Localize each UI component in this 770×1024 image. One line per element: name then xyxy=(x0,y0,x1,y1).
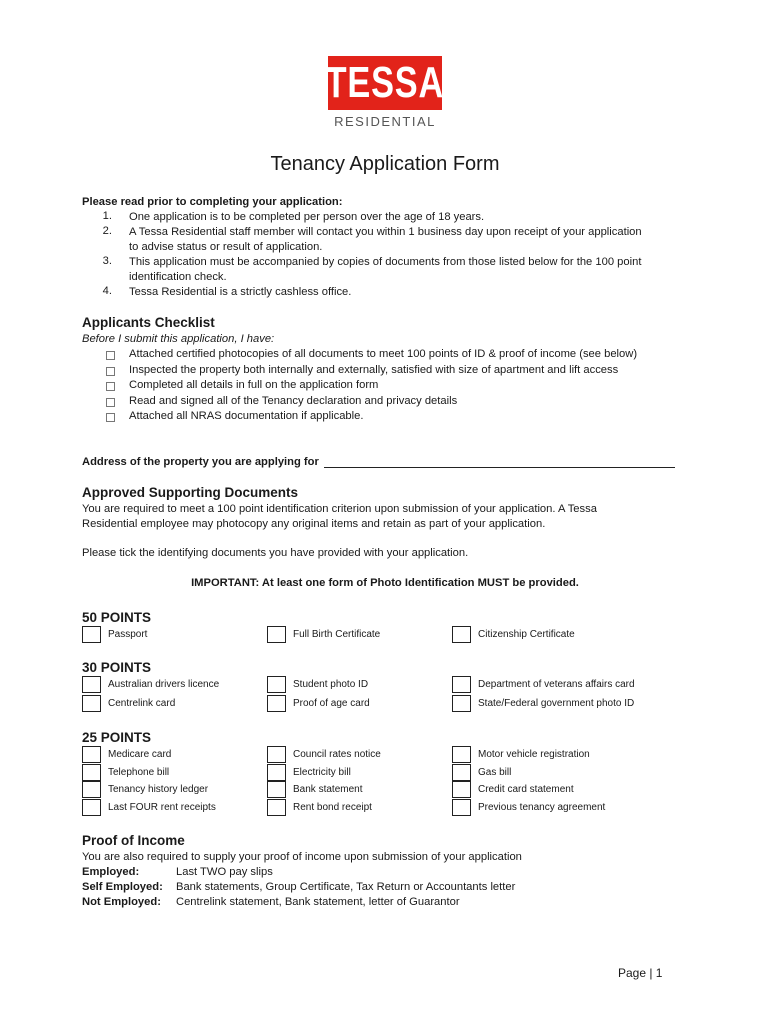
prior-item-3b: identification check. xyxy=(129,271,227,283)
prior-num-3: 3. xyxy=(102,255,112,267)
checklist-item-2: Inspected the property both internally and externally, satisfied with size of apartment and lift access xyxy=(129,364,619,376)
checklist-item-5: Attached all NRAS documentation if applicable. xyxy=(129,410,364,422)
income-label-not-employed: Not Employed: xyxy=(82,896,161,908)
checkbox-tenancy-agreement[interactable] xyxy=(452,799,471,816)
checkbox-gas-bill[interactable] xyxy=(452,764,471,781)
checkbox-rent-receipts[interactable] xyxy=(82,799,101,816)
supporting-para2: Please tick the identifying documents you have provided with your application. xyxy=(82,547,469,559)
label-tenancy-agreement: Previous tenancy agreement xyxy=(478,802,606,813)
address-label: Address of the property you are applying for xyxy=(82,456,319,468)
prior-item-3a: This application must be accompanied by copies of documents from those listed below for the 100 point xyxy=(129,256,642,268)
checkbox-electricity-bill[interactable] xyxy=(267,764,286,781)
checklist-box-5[interactable] xyxy=(106,413,115,422)
prior-item-4: Tessa Residential is a strictly cashless office. xyxy=(129,286,352,298)
checklist-item-1: Attached certified photocopies of all documents to meet 100 points of ID & proof of income (see below) xyxy=(129,348,638,360)
checkbox-telephone-bill[interactable] xyxy=(82,764,101,781)
label-electricity-bill: Electricity bill xyxy=(293,767,351,778)
supporting-para1b: Residential employee may photocopy any original items and retain as part of your application. xyxy=(82,518,546,530)
label-student-photo-id: Student photo ID xyxy=(293,679,369,690)
address-input[interactable] xyxy=(324,467,675,468)
checklist-box-3[interactable] xyxy=(106,382,115,391)
logo xyxy=(325,56,445,110)
checkbox-credit-card-statement[interactable] xyxy=(452,781,471,798)
prior-num-1: 1. xyxy=(102,210,112,222)
label-telephone-bill: Telephone bill xyxy=(108,767,170,778)
label-bank-statement: Bank statement xyxy=(293,784,363,795)
label-rent-bond-receipt: Rent bond receipt xyxy=(293,802,372,813)
label-birth-certificate: Full Birth Certificate xyxy=(293,629,381,640)
label-tenancy-ledger: Tenancy history ledger xyxy=(108,784,209,795)
checklist-heading: Applicants Checklist xyxy=(82,315,215,330)
label-citizenship-certificate: Citizenship Certificate xyxy=(478,629,575,640)
points50-heading: 50 POINTS xyxy=(82,610,152,625)
label-medicare: Medicare card xyxy=(108,749,172,760)
label-credit-card-statement: Credit card statement xyxy=(478,784,574,795)
checklist-item-3: Completed all details in full on the application form xyxy=(129,379,379,391)
supporting-heading: Approved Supporting Documents xyxy=(82,485,298,500)
checkbox-rent-bond-receipt[interactable] xyxy=(267,799,286,816)
income-intro: You are also required to supply your proof of income upon submission of your application xyxy=(82,851,522,863)
important-note: IMPORTANT: At least one form of Photo Identification MUST be provided. xyxy=(191,577,579,589)
label-centrelink-card: Centrelink card xyxy=(108,698,176,709)
checklist-box-1[interactable] xyxy=(106,351,115,360)
checkbox-council-rates[interactable] xyxy=(267,746,286,763)
logo-brand: TESSA xyxy=(325,58,445,107)
label-council-rates: Council rates notice xyxy=(293,749,381,760)
checkbox-drivers-licence[interactable] xyxy=(82,676,101,693)
income-value-not-employed: Centrelink statement, Bank statement, letter of Guarantor xyxy=(176,896,460,908)
label-vehicle-registration: Motor vehicle registration xyxy=(478,749,590,760)
checkbox-passport[interactable] xyxy=(82,626,101,643)
checklist-box-2[interactable] xyxy=(106,367,115,376)
label-veterans-card: Department of veterans affairs card xyxy=(478,679,635,690)
prior-num-4: 4. xyxy=(102,285,112,297)
checkbox-student-photo-id[interactable] xyxy=(267,676,286,693)
income-label-employed: Employed: xyxy=(82,866,140,878)
income-value-employed: Last TWO pay slips xyxy=(176,866,273,878)
logo-subtitle: RESIDENTIAL xyxy=(334,114,436,129)
checklist-box-4[interactable] xyxy=(106,398,115,407)
checkbox-medicare[interactable] xyxy=(82,746,101,763)
label-rent-receipts: Last FOUR rent receipts xyxy=(108,802,216,813)
income-heading: Proof of Income xyxy=(82,833,185,848)
checkbox-tenancy-ledger[interactable] xyxy=(82,781,101,798)
prior-item-2b: to advise status or result of application. xyxy=(129,241,323,253)
page-number: Page | 1 xyxy=(618,966,663,980)
checkbox-citizenship-certificate[interactable] xyxy=(452,626,471,643)
label-drivers-licence: Australian drivers licence xyxy=(108,679,220,690)
checklist-intro: Before I submit this application, I have: xyxy=(82,333,275,345)
checkbox-bank-statement[interactable] xyxy=(267,781,286,798)
checkbox-government-photo-id[interactable] xyxy=(452,695,471,712)
checkbox-proof-of-age[interactable] xyxy=(267,695,286,712)
label-passport: Passport xyxy=(108,629,148,640)
label-government-photo-id: State/Federal government photo ID xyxy=(478,698,635,709)
prior-item-1: One application is to be completed per person over the age of 18 years. xyxy=(129,211,485,223)
income-value-self-employed: Bank statements, Group Certificate, Tax Return or Accountants letter xyxy=(176,881,516,893)
points30-heading: 30 POINTS xyxy=(82,660,152,675)
page-title: Tenancy Application Form xyxy=(270,153,500,175)
checklist-item-4: Read and signed all of the Tenancy declaration and privacy details xyxy=(129,395,458,407)
label-gas-bill: Gas bill xyxy=(478,767,512,778)
prior-heading: Please read prior to completing your application: xyxy=(82,196,343,208)
prior-num-2: 2. xyxy=(102,225,112,237)
income-label-self-employed: Self Employed: xyxy=(82,881,163,893)
prior-item-2a: A Tessa Residential staff member will contact you within 1 business day upon receipt of your application xyxy=(129,226,642,238)
checkbox-veterans-card[interactable] xyxy=(452,676,471,693)
checkbox-centrelink-card[interactable] xyxy=(82,695,101,712)
checkbox-vehicle-registration[interactable] xyxy=(452,746,471,763)
checkbox-birth-certificate[interactable] xyxy=(267,626,286,643)
supporting-para1a: You are required to meet a 100 point identification criterion upon submission of your application. A Tessa xyxy=(82,503,597,515)
label-proof-of-age: Proof of age card xyxy=(293,698,370,709)
points25-heading: 25 POINTS xyxy=(82,730,152,745)
